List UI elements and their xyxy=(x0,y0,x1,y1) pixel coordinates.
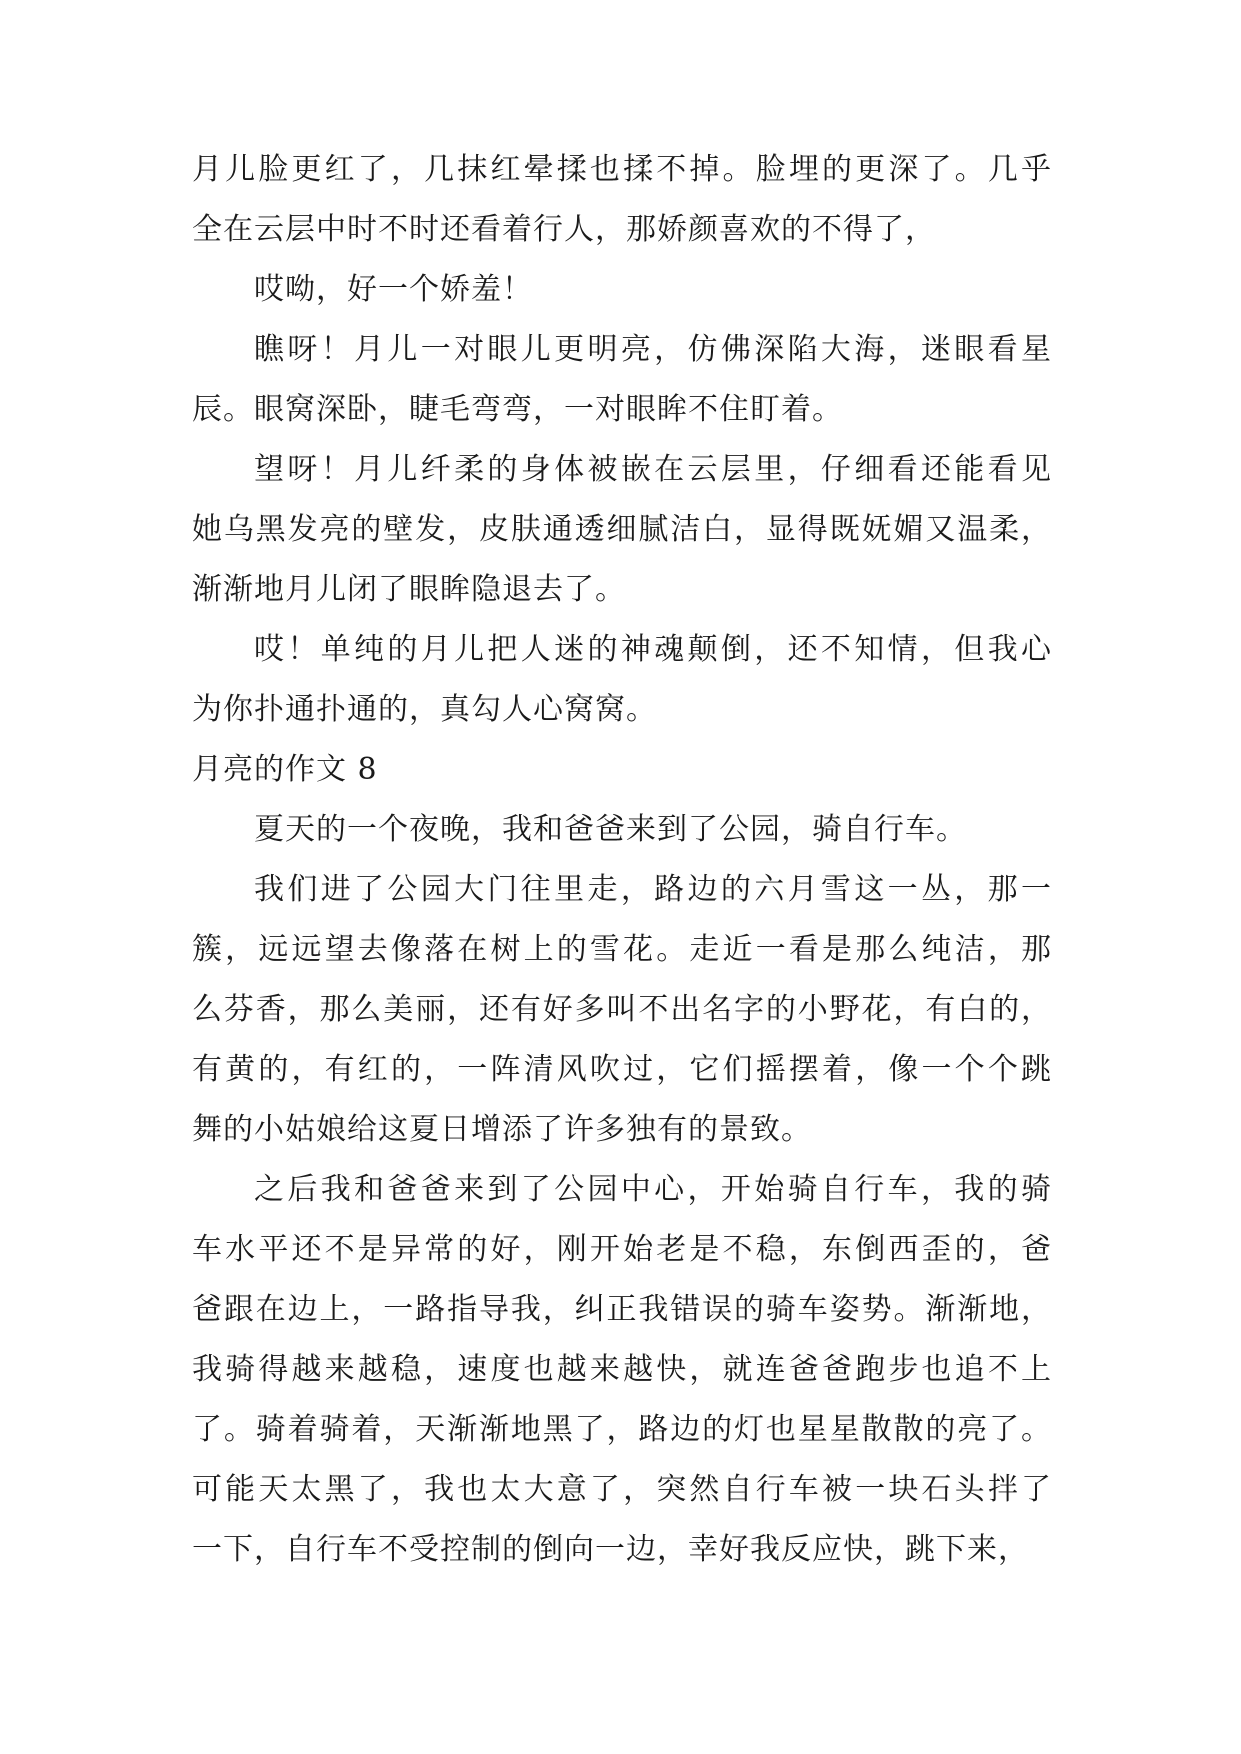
paragraph-line: 望呀！月儿纤柔的身体被嵌在云层里，仔细看还能看见 xyxy=(254,452,1052,487)
paragraph-line: 车水平还不是异常的好，刚开始老是不稳，东倒西歪的，爸 xyxy=(192,1232,1052,1267)
paragraph-line: 么芬香，那么美丽，还有好多叫不出名字的小野花，有白的， xyxy=(192,992,1052,1027)
paragraph xyxy=(192,260,1052,320)
paragraph-line: 一下，自行车不受控制的倒向一边，幸好我反应快，跳下来， xyxy=(192,1532,1029,1567)
paragraph-line: 我们进了公园大门往里走，路边的六月雪这一丛，那一 xyxy=(254,872,1052,907)
paragraph-line: 全在云层中时不时还看着行人，那娇颜喜欢的不得了， xyxy=(192,212,936,247)
paragraph-line: 瞧呀！月儿一对眼儿更明亮，仿佛深陷大海，迷眼看星 xyxy=(254,332,1052,367)
paragraph-line: 有黄的，有红的，一阵清风吹过，它们摇摆着，像一个个跳 xyxy=(192,1052,1052,1087)
section-heading: 月亮的作文 8 xyxy=(192,752,378,787)
paragraph-line: 爸跟在边上，一路指导我，纠正我错误的骑车姿势。渐渐地， xyxy=(192,1292,1052,1327)
paragraph xyxy=(192,800,1052,860)
paragraph-line: 辰。眼窝深卧，睫毛弯弯，一对眼眸不住盯着。 xyxy=(192,392,843,427)
document-body xyxy=(192,140,1052,1580)
paragraph xyxy=(192,860,1052,1160)
paragraph-line: 夏天的一个夜晚，我和爸爸来到了公园，骑自行车。 xyxy=(254,812,967,847)
paragraph-line: 了。骑着骑着，天渐渐地黑了，路边的灯也星星散散的亮了。 xyxy=(192,1412,1052,1447)
paragraph-line: 我骑得越来越稳，速度也越来越快，就连爸爸跑步也追不上 xyxy=(192,1352,1052,1387)
paragraph xyxy=(192,440,1052,620)
paragraph-line: 之后我和爸爸来到了公园中心，开始骑自行车，我的骑 xyxy=(254,1172,1052,1207)
paragraph-line: 哎！单纯的月儿把人迷的神魂颠倒，还不知情，但我心 xyxy=(254,632,1052,667)
paragraph xyxy=(192,320,1052,440)
paragraph-line: 渐渐地月儿闭了眼眸隐退去了。 xyxy=(192,572,626,607)
paragraph-line: 为你扑通扑通的，真勾人心窝窝。 xyxy=(192,692,657,727)
paragraph xyxy=(192,620,1052,740)
paragraph-line: 月儿脸更红了，几抹红晕揉也揉不掉。脸埋的更深了。几乎 xyxy=(192,152,1052,187)
paragraph-line: 簇，远远望去像落在树上的雪花。走近一看是那么纯洁，那 xyxy=(192,932,1052,967)
paragraph xyxy=(192,140,1052,260)
paragraph-line: 可能天太黑了，我也太大意了，突然自行车被一块石头拌了 xyxy=(192,1472,1052,1507)
paragraph-line: 她乌黑发亮的壁发，皮肤通透细腻洁白，显得既妩媚又温柔， xyxy=(192,512,1052,547)
paragraph-line: 舞的小姑娘给这夏日增添了许多独有的景致。 xyxy=(192,1112,812,1147)
paragraph-line: 哎呦，好一个娇羞！ xyxy=(254,272,533,307)
paragraph xyxy=(192,1160,1052,1580)
